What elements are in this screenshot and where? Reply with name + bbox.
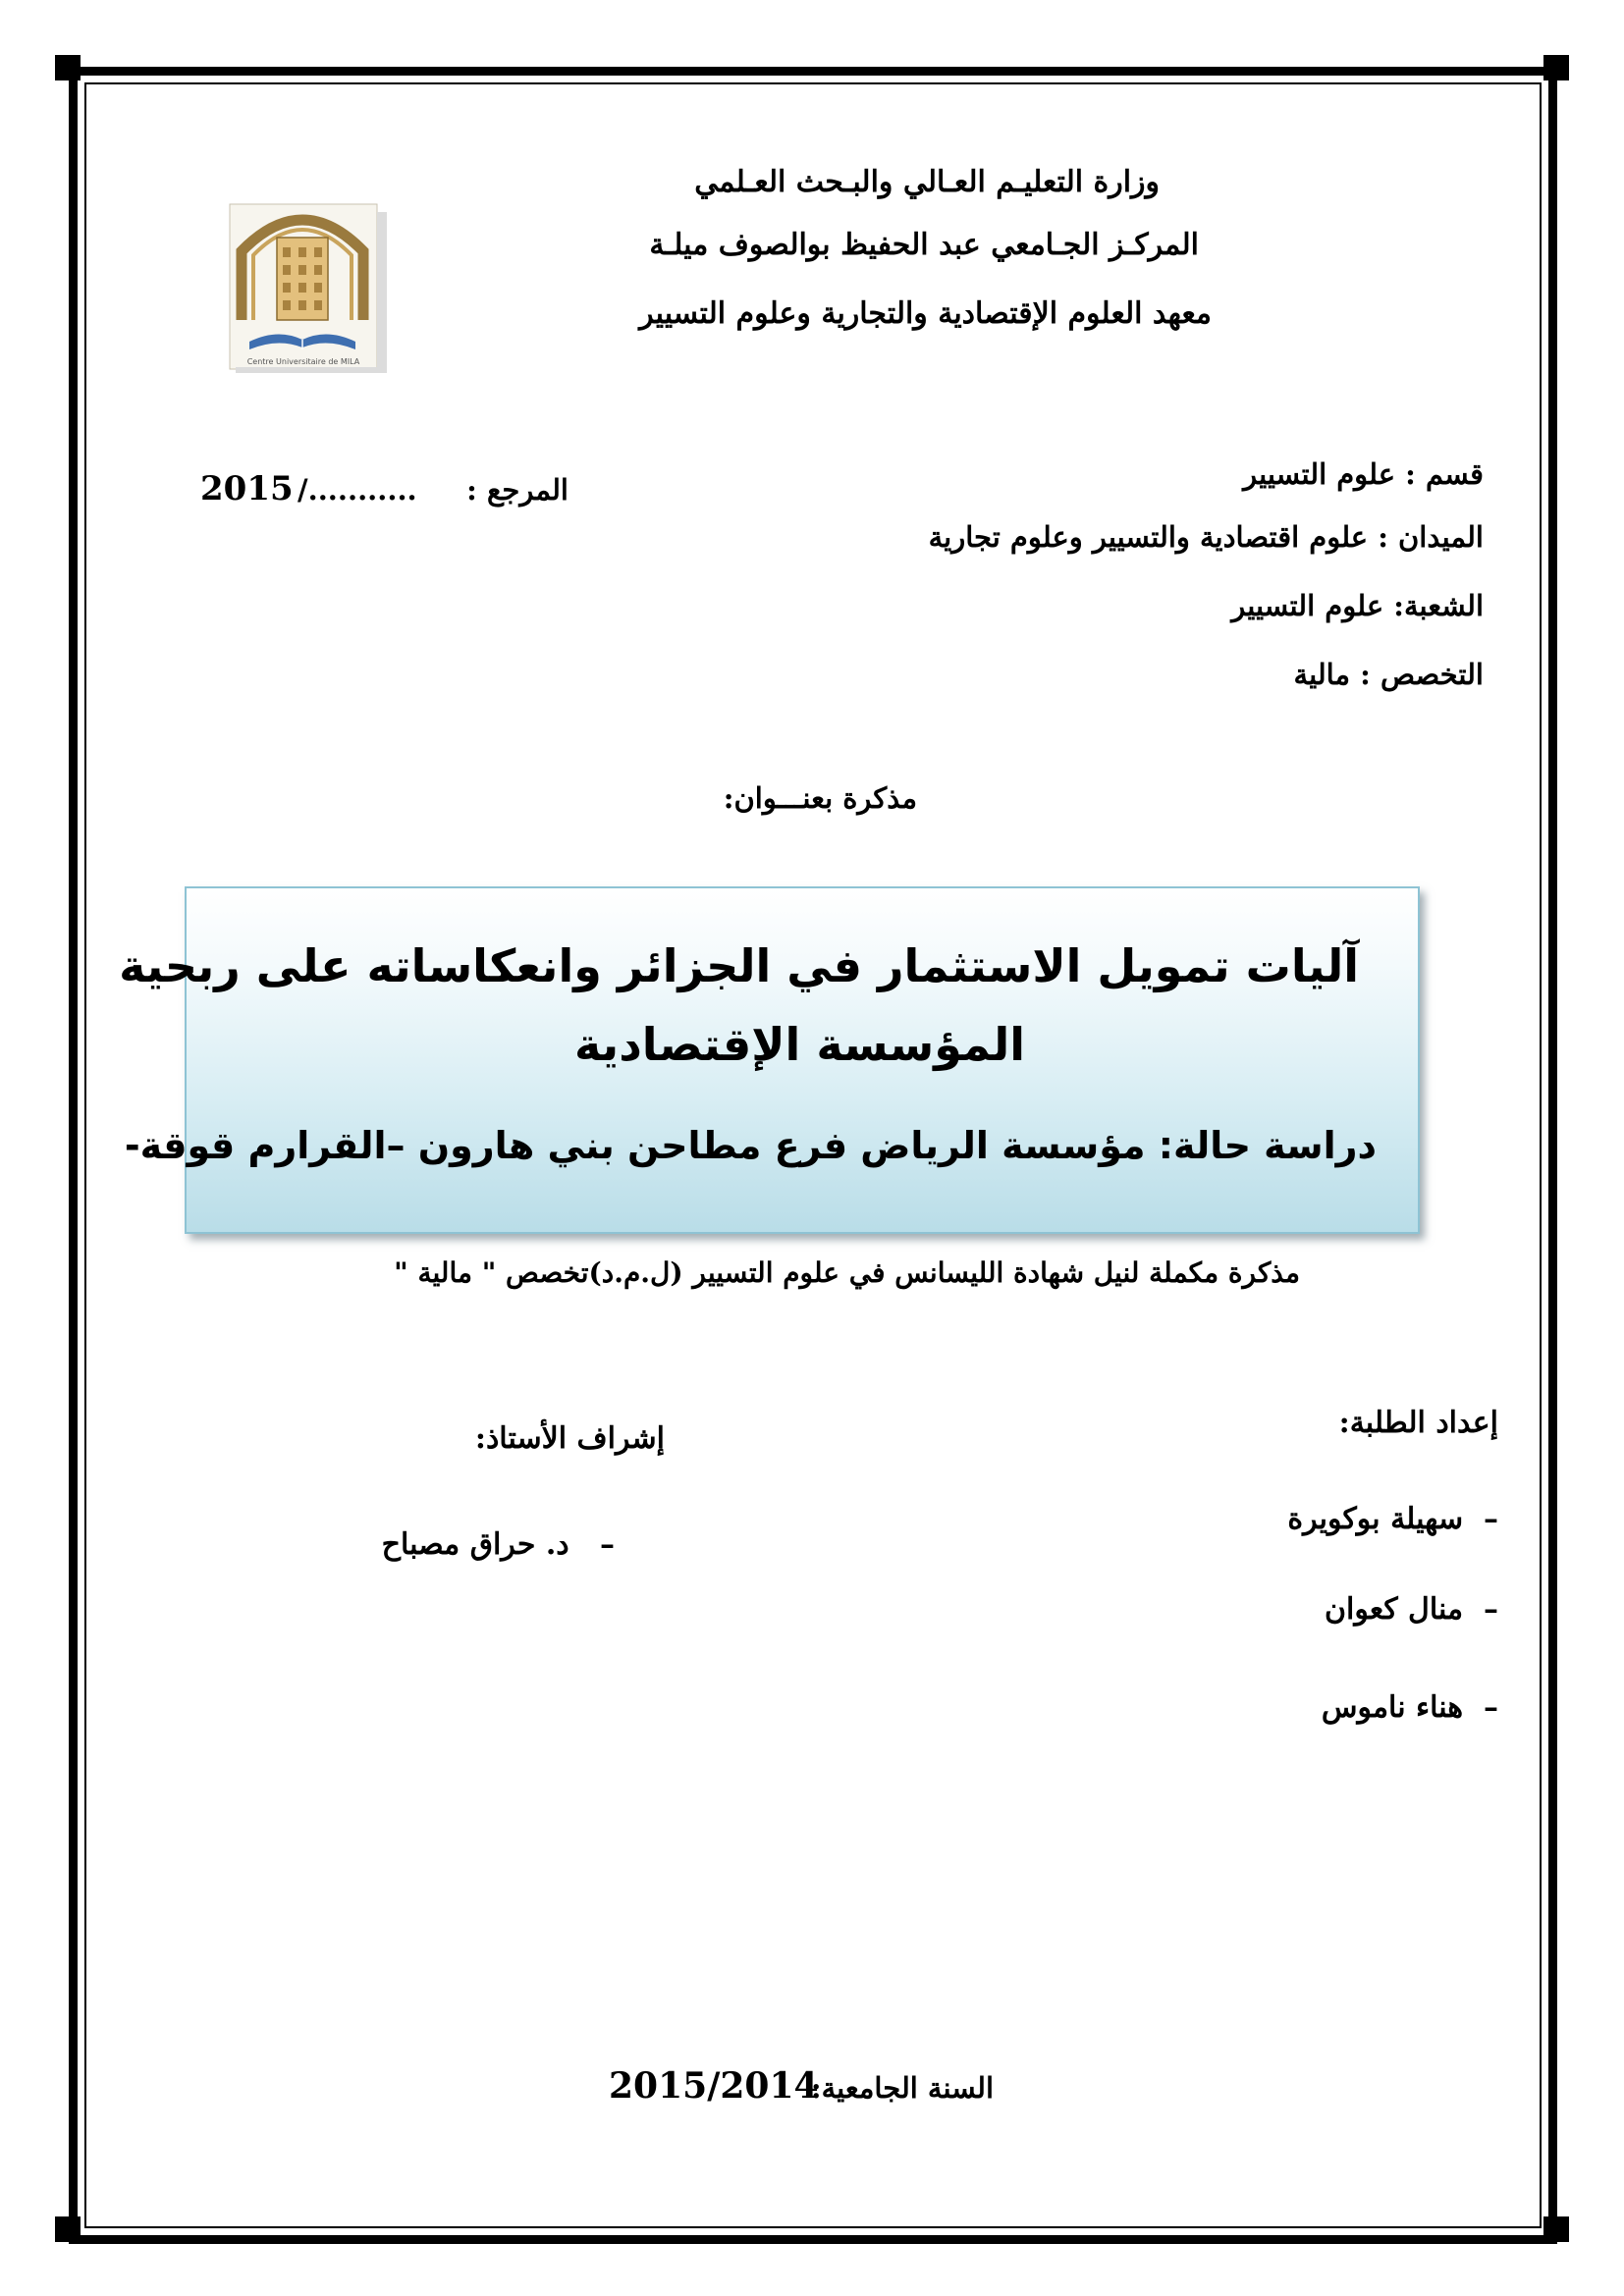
case-study-line: دراسة حالة: مؤسسة الرياض فرع مطاحن بني هارون –القرارم قوقة- bbox=[124, 1124, 1377, 1167]
academic-year-label: السنة الجامعية: bbox=[810, 2071, 994, 2105]
supervisor-label: إشراف الأستاذ: bbox=[474, 1421, 665, 1456]
degree-subtitle: مذكرة مكملة لنيل شهادة الليسانس في علوم التسيير (ل.م.د)تخصص " مالية " bbox=[394, 1256, 1300, 1289]
frame-corner-bottom-right bbox=[1543, 2216, 1569, 2242]
ministry-name: وزارة التعليـم العـالي والبـحث العـلمي bbox=[694, 165, 1160, 199]
logo-caption: Centre Universitaire de MILA bbox=[246, 357, 360, 366]
thesis-title-line-1: آليات تمويل الاستثمار في الجزائر وانعكاساته على ربحية bbox=[119, 939, 1359, 992]
thesis-title-line-2: المؤسسة الإقتصادية bbox=[574, 1018, 1025, 1071]
academic-year-value: 2015/2014 bbox=[609, 2065, 819, 2107]
reference-year: 2015 bbox=[200, 469, 294, 508]
student-name-1: سهيلة بوكويرة bbox=[1287, 1502, 1464, 1536]
reference-label: المرجع : bbox=[466, 473, 568, 507]
student-name-3: هناء ناموس bbox=[1321, 1690, 1464, 1725]
specialty-line: التخصص : مالية bbox=[1293, 658, 1484, 691]
student-item-3: – هناء ناموس bbox=[1321, 1690, 1498, 1725]
department-line: قسم : علوم التسيير bbox=[1243, 457, 1484, 491]
memo-title-label: مذكرة بعنـــوان: bbox=[723, 781, 917, 815]
university-logo bbox=[224, 194, 391, 376]
thesis-title-box bbox=[119, 886, 1420, 1234]
student-name-2: منال كعوان bbox=[1324, 1592, 1464, 1627]
supervisor-item: – د. حراق مصباح bbox=[381, 1527, 615, 1562]
students-label: إعداد الطلبة: bbox=[1338, 1406, 1498, 1440]
student-item-1: – سهيلة بوكويرة bbox=[1287, 1502, 1498, 1536]
institute-name: معهد العلوم الإقتصادية والتجارية وعلوم التسيير bbox=[639, 296, 1212, 331]
student-item-2: – منال كعوان bbox=[1324, 1592, 1498, 1627]
frame-corner-top-left bbox=[55, 55, 81, 80]
university-center-name: المركـز الجـامعي عبد الحفيظ بوالصوف ميلـة bbox=[649, 228, 1199, 262]
reference-dots: /........... bbox=[298, 473, 417, 507]
branch-line: الشعبة: علوم التسيير bbox=[1231, 589, 1484, 622]
frame-corner-bottom-left bbox=[55, 2216, 81, 2242]
frame-corner-top-right bbox=[1543, 55, 1569, 80]
supervisor-name: د. حراق مصباح bbox=[381, 1527, 569, 1562]
field-line: الميدان : علوم اقتصادية والتسيير وعلوم تجارية bbox=[928, 520, 1484, 554]
